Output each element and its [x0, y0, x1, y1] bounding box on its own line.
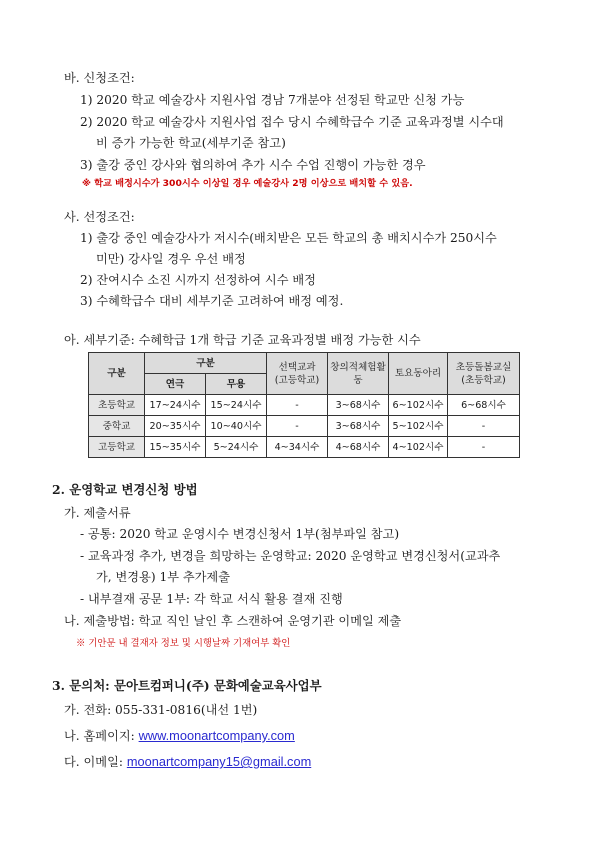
section-2-title: 2. 운영학교 변경신청 방법 [52, 482, 198, 497]
header-theater: 연극 [145, 374, 206, 395]
cell-creative: 4~68시수 [328, 437, 389, 458]
homepage-label: 나. 홈페이지: [64, 729, 139, 743]
contact-homepage-row [64, 728, 295, 744]
s2-ga: 가. 제출서류 [64, 506, 131, 520]
cell-dance: 10~40시수 [206, 416, 267, 437]
email-link[interactable]: moonartcompany15@gmail.com [126, 754, 312, 769]
cell-care: 6~68시수 [448, 395, 520, 416]
sa-item-3: 3) 수혜학급수 대비 세부기준 고려하여 배정 예정. [80, 294, 344, 308]
allocation-table [88, 352, 520, 458]
table-row [89, 416, 520, 437]
section-3-title: 3. 문의처: 문아트컴퍼니(주) 문화예술교육사업부 [52, 678, 322, 693]
contact-phone: 가. 전화: 055-331-0816(내선 1번) [64, 703, 258, 717]
ba-item-2: 2) 2020 학교 예술강사 지원사업 접수 당시 수혜학급수 기준 교육과정별 시수대 [80, 115, 504, 129]
row-level: 중학교 [89, 416, 145, 437]
sa-item-1-cont: 미만) 강사일 경우 우선 배정 [96, 252, 246, 266]
s2-ga-item-2-cont: 가, 변경용) 1부 추가제출 [96, 570, 230, 584]
row-level: 고등학교 [89, 437, 145, 458]
header-care-line2: (초등학교) [461, 374, 506, 386]
header-saturday: 토요동아리 [389, 353, 448, 395]
header-elective-line1: 선택교과 [278, 361, 316, 373]
header-elective [267, 353, 328, 395]
header-level: 구분 [89, 353, 145, 395]
section-ba-title: 바. 신청조건: [64, 71, 135, 85]
ba-item-2-cont: 비 증가 가능한 학교(세부기준 참고) [96, 136, 286, 150]
cell-creative: 3~68시수 [328, 416, 389, 437]
cell-dance: 15~24시수 [206, 395, 267, 416]
ba-item-3: 3) 출강 중인 강사와 협의하여 추가 시수 수업 진행이 가능한 경우 [80, 158, 426, 172]
table-row [89, 437, 520, 458]
s2-na: 나. 제출방법: 학교 직인 날인 후 스캔하여 운영기관 이메일 제출 [64, 614, 402, 628]
cell-saturday: 5~102시수 [389, 416, 448, 437]
row-level: 초등학교 [89, 395, 145, 416]
header-subject-group: 구분 [145, 353, 267, 374]
header-care [448, 353, 520, 395]
ba-note: ※ 학교 배정시수가 300시수 이상일 경우 예술강사 2명 이상으로 배치할 수 있음. [82, 178, 413, 189]
header-elective-line2: (고등학교) [274, 374, 320, 386]
cell-elective: - [267, 416, 328, 437]
ba-item-1: 1) 2020 학교 예술강사 지원사업 경남 7개분야 선정된 학교만 신청 가능 [80, 93, 465, 107]
cell-saturday: 6~102시수 [389, 395, 448, 416]
cell-care: - [448, 437, 520, 458]
s2-ga-item-1: - 공통: 2020 학교 운영시수 변경신청서 1부(첨부파일 참고) [80, 527, 400, 541]
cell-theater: 20~35시수 [145, 416, 206, 437]
cell-saturday: 4~102시수 [389, 437, 448, 458]
cell-elective: 4~34시수 [267, 437, 328, 458]
s2-ga-item-3: - 내부결재 공문 1부: 각 학교 서식 활용 결재 진행 [80, 592, 343, 606]
header-care-line1: 초등돌봄교실 [455, 361, 512, 373]
header-dance: 무용 [206, 374, 267, 395]
sa-item-1: 1) 출강 중인 예술강사가 저시수(배치받은 모든 학교의 총 배치시수가 250시수 [80, 231, 497, 245]
cell-care: - [448, 416, 520, 437]
section-sa-title: 사. 선정조건: [64, 210, 135, 224]
section-a-title: 아. 세부기준: 수혜학급 1개 학급 기준 교육과정별 배정 가능한 시수 [64, 333, 421, 347]
contact-email-row [64, 754, 311, 770]
homepage-link[interactable]: www.moonartcompany.com [138, 728, 295, 743]
s2-ga-item-2: - 교육과정 추가, 변경을 희망하는 운영학교: 2020 운영학교 변경신청서(교과추 [80, 549, 501, 563]
cell-theater: 15~35시수 [145, 437, 206, 458]
sa-item-2: 2) 잔여시수 소진 시까지 선정하여 시수 배정 [80, 273, 316, 287]
table-row [89, 395, 520, 416]
cell-theater: 17~24시수 [145, 395, 206, 416]
cell-dance: 5~24시수 [206, 437, 267, 458]
email-label: 다. 이메일: [64, 755, 127, 769]
cell-elective: - [267, 395, 328, 416]
cell-creative: 3~68시수 [328, 395, 389, 416]
s2-note: ※ 기안문 내 결재자 정보 및 시행날짜 기재여부 확인 [76, 638, 291, 649]
header-creative: 창의적체험활동 [328, 353, 389, 395]
